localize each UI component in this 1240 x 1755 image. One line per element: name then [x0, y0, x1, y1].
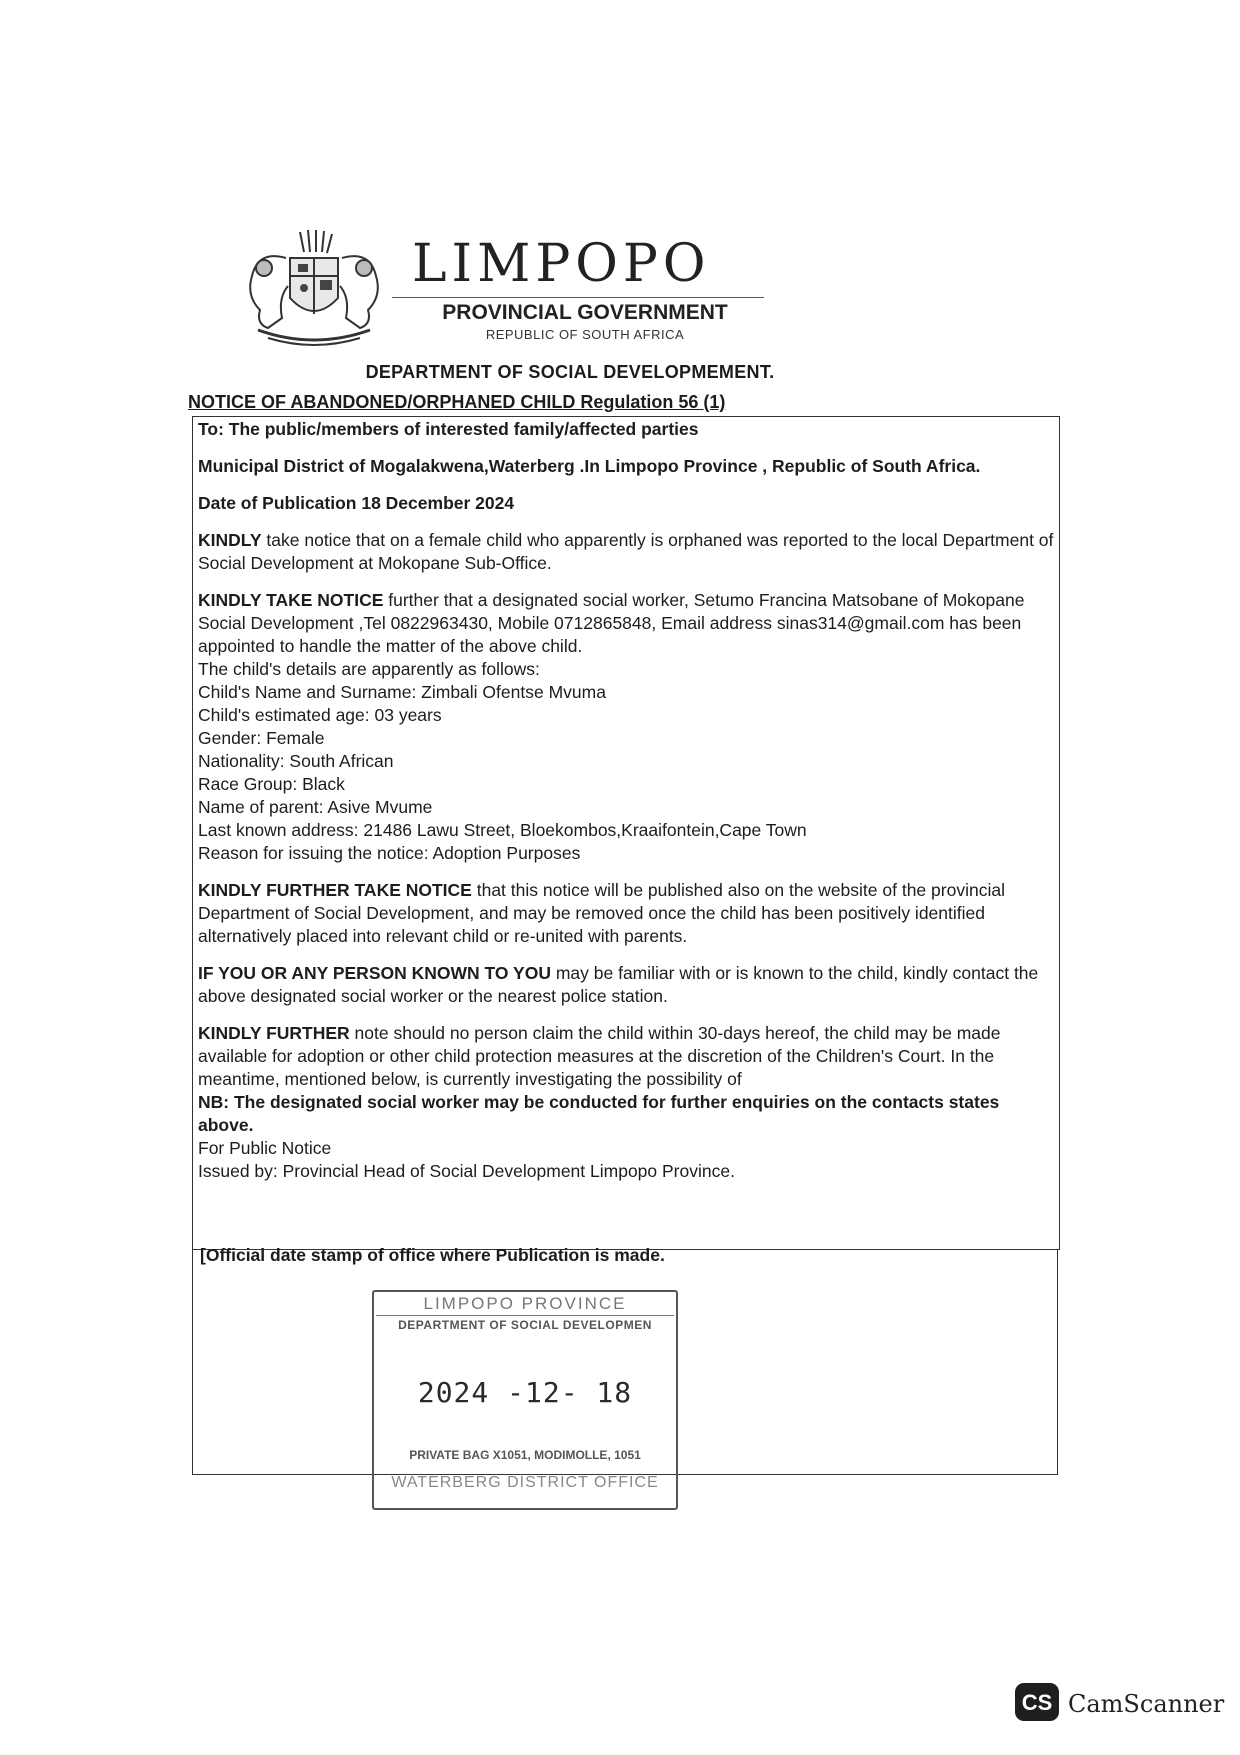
detail-nationality: Nationality: South African: [198, 751, 394, 771]
detail-age: Child's estimated age: 03 years: [198, 705, 442, 725]
department-title: DEPARTMENT OF SOCIAL DEVELOPMEMENT.: [365, 362, 775, 382]
paragraph-4-lead: IF YOU OR ANY PERSON KNOWN TO YOU: [198, 963, 551, 983]
brand-title: LIMPOPO: [412, 234, 711, 294]
stamp-divider: [376, 1315, 674, 1316]
detail-name: Child's Name and Surname: Zimbali Ofentse Mvuma: [198, 682, 606, 702]
district-line: Municipal District of Mogalakwena,Waterberg .In Limpopo Province , Republic of South Africa.: [198, 456, 981, 476]
coat-of-arms-icon: [238, 228, 388, 350]
publication-date: Date of Publication 18 December 2024: [198, 493, 515, 513]
notice-body: [198, 418, 1054, 1183]
stamp-caption: [Official date stamp of office where Publication is made.: [200, 1245, 665, 1265]
official-date-stamp: [372, 1290, 682, 1512]
notice-title: NOTICE OF ABANDONED/ORPHANED CHILD Regulation 56 (1): [188, 392, 726, 412]
paragraph-3-lead: KINDLY FURTHER TAKE NOTICE: [198, 880, 472, 900]
nb-line: NB: The designated social worker may be conducted for further enquiries on the contacts states above.: [198, 1092, 1000, 1135]
paragraph-5-lead: KINDLY FURTHER: [198, 1023, 350, 1043]
issued-by: Issued by: Provincial Head of Social Development Limpopo Province.: [198, 1161, 735, 1181]
paragraph-1-lead: KINDLY: [198, 530, 262, 550]
brand-divider: [392, 297, 764, 298]
paragraph-4-text: may be familiar with or is known to the child, kindly contact the above designated social worker or the nearest police station.: [198, 963, 1039, 1006]
for-public-notice: For Public Notice: [198, 1138, 332, 1158]
stamp-office: WATERBERG DISTRICT OFFICE: [391, 1474, 659, 1491]
paragraph-4: [198, 962, 1054, 1008]
paragraph-2-text: further that a designated social worker, Setumo Francina Matsobane of Mokopane Social Development ,Tel 0822963430, Mobile 0712865848, Email address sinas314@gmail.com has been appointed to handle the matter of the above child.: [198, 590, 1025, 656]
stamp-province: LIMPOPO PROVINCE: [423, 1294, 627, 1313]
stamp-department: DEPARTMENT OF SOCIAL DEVELOPMEN: [398, 1318, 652, 1332]
brand-subtitle: PROVINCIAL GOVERNMENT: [442, 301, 728, 324]
detail-race: Race Group: Black: [198, 774, 345, 794]
stamp-date: 2024 -12- 18: [417, 1376, 633, 1409]
paragraph-5: [198, 1022, 1054, 1091]
to-line: To: The public/members of interested family/affected parties: [198, 419, 699, 439]
paragraph-1: [198, 529, 1054, 575]
camscanner-logo-icon: [1014, 1682, 1060, 1722]
paragraph-5-text: note should no person claim the child within 30-days hereof, the child may be made available for adoption or other child protection measures at the discretion of the Children's Court. In the meantime, mentioned below, is currently investigating the possibility of: [198, 1023, 1001, 1089]
stamp-address: PRIVATE BAG X1051, MODIMOLLE, 1051: [409, 1448, 641, 1462]
paragraph-2: [198, 589, 1054, 658]
paragraph-1-text: take notice that on a female child who apparently is orphaned was reported to the local Department of Social Development at Mokopane Sub-Office.: [198, 530, 1054, 573]
detail-gender: Gender: Female: [198, 728, 325, 748]
detail-parent: Name of parent: Asive Mvume: [198, 797, 433, 817]
brand-country: REPUBLIC OF SOUTH AFRICA: [485, 327, 685, 342]
camscanner-watermark: CamScanner: [1068, 1690, 1225, 1718]
camscanner-badge-text: CS: [1021, 1690, 1053, 1715]
paragraph-3-text: that this notice will be published also on the website of the provincial Department of Social Development, and may be removed once the child has been positively identified alternatively placed into relevant child or re-united with parents.: [198, 880, 1005, 946]
details-intro: The child's details are apparently as follows:: [198, 659, 540, 679]
detail-reason: Reason for issuing the notice: Adoption Purposes: [198, 843, 581, 863]
detail-address: Last known address: 21486 Lawu Street, Bloekombos,Kraaifontein,Cape Town: [198, 820, 807, 840]
paragraph-2-lead: KINDLY TAKE NOTICE: [198, 590, 384, 610]
paragraph-3: [198, 879, 1054, 948]
